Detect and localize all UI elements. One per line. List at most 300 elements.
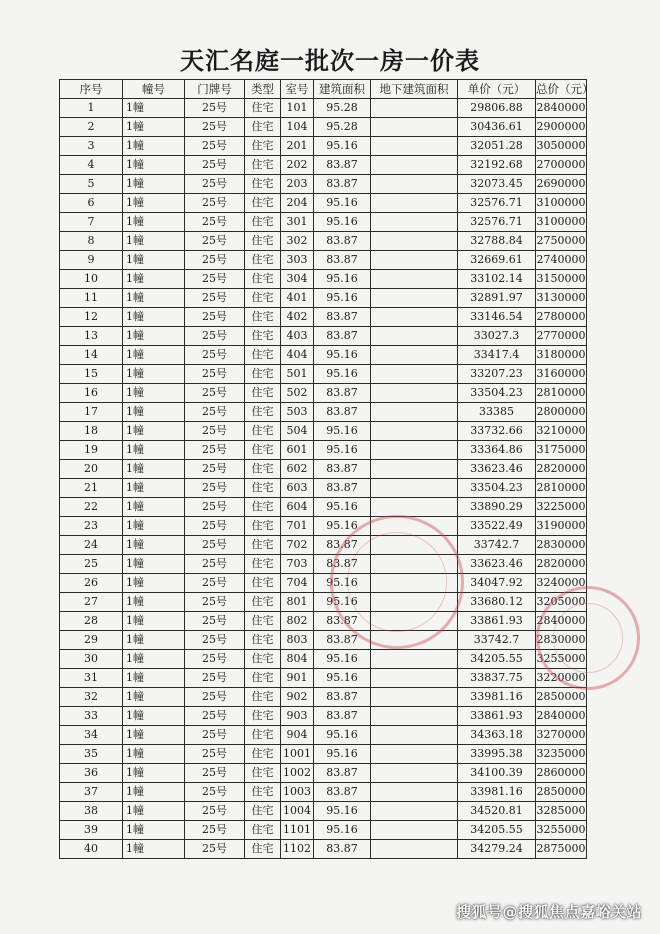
cell-total-price: 2700000	[536, 156, 587, 175]
cell-type: 住宅	[245, 498, 281, 517]
cell-door-number: 25号	[185, 536, 245, 555]
cell-total-price: 2770000	[536, 327, 587, 346]
cell-total-price: 3160000	[536, 365, 587, 384]
cell-room: 604	[281, 498, 314, 517]
cell-underground-area	[371, 270, 458, 289]
cell-door-number: 25号	[185, 384, 245, 403]
table-row	[60, 802, 587, 821]
cell-unit-price: 33146.54	[458, 308, 536, 327]
cell-area: 95.16	[314, 669, 371, 688]
cell-type: 住宅	[245, 441, 281, 460]
cell-building: 1幢	[123, 821, 185, 840]
table-row	[60, 783, 587, 802]
table-row	[60, 194, 587, 213]
cell-building: 1幢	[123, 213, 185, 232]
table-row	[60, 479, 587, 498]
cell-door-number: 25号	[185, 840, 245, 859]
cell-seq: 24	[60, 536, 123, 555]
cell-room: 204	[281, 194, 314, 213]
cell-underground-area	[371, 802, 458, 821]
cell-door-number: 25号	[185, 365, 245, 384]
cell-underground-area	[371, 346, 458, 365]
cell-unit-price: 33623.46	[458, 555, 536, 574]
cell-type: 住宅	[245, 783, 281, 802]
cell-building: 1幢	[123, 441, 185, 460]
cell-underground-area	[371, 118, 458, 137]
table-row	[60, 213, 587, 232]
cell-seq: 21	[60, 479, 123, 498]
cell-seq: 29	[60, 631, 123, 650]
cell-area: 83.87	[314, 783, 371, 802]
cell-door-number: 25号	[185, 175, 245, 194]
table-row	[60, 137, 587, 156]
cell-underground-area	[371, 156, 458, 175]
cell-room: 603	[281, 479, 314, 498]
cell-seq: 16	[60, 384, 123, 403]
cell-room: 402	[281, 308, 314, 327]
cell-door-number: 25号	[185, 99, 245, 118]
table-row	[60, 365, 587, 384]
cell-area: 83.87	[314, 384, 371, 403]
cell-underground-area	[371, 403, 458, 422]
cell-type: 住宅	[245, 289, 281, 308]
cell-door-number: 25号	[185, 821, 245, 840]
cell-building: 1幢	[123, 460, 185, 479]
cell-room: 804	[281, 650, 314, 669]
cell-room: 301	[281, 213, 314, 232]
cell-type: 住宅	[245, 574, 281, 593]
cell-type: 住宅	[245, 194, 281, 213]
cell-type: 住宅	[245, 403, 281, 422]
cell-door-number: 25号	[185, 251, 245, 270]
cell-total-price: 2900000	[536, 118, 587, 137]
cell-seq: 36	[60, 764, 123, 783]
cell-area: 95.16	[314, 498, 371, 517]
cell-type: 住宅	[245, 422, 281, 441]
cell-door-number: 25号	[185, 422, 245, 441]
cell-underground-area	[371, 137, 458, 156]
cell-room: 401	[281, 289, 314, 308]
cell-total-price: 2840000	[536, 707, 587, 726]
cell-building: 1幢	[123, 422, 185, 441]
cell-unit-price: 33102.14	[458, 270, 536, 289]
cell-room: 302	[281, 232, 314, 251]
cell-total-price: 3240000	[536, 574, 587, 593]
cell-total-price: 2820000	[536, 460, 587, 479]
table-row	[60, 688, 587, 707]
cell-area: 95.16	[314, 270, 371, 289]
cell-type: 住宅	[245, 365, 281, 384]
cell-door-number: 25号	[185, 403, 245, 422]
cell-total-price: 2810000	[536, 479, 587, 498]
cell-underground-area	[371, 479, 458, 498]
cell-seq: 32	[60, 688, 123, 707]
cell-area: 83.87	[314, 840, 371, 859]
cell-unit-price: 34363.18	[458, 726, 536, 745]
cell-unit-price: 33861.93	[458, 612, 536, 631]
cell-type: 住宅	[245, 99, 281, 118]
cell-type: 住宅	[245, 536, 281, 555]
cell-door-number: 25号	[185, 650, 245, 669]
cell-type: 住宅	[245, 137, 281, 156]
cell-building: 1幢	[123, 517, 185, 536]
table-row	[60, 308, 587, 327]
cell-door-number: 25号	[185, 137, 245, 156]
table-row	[60, 270, 587, 289]
cell-door-number: 25号	[185, 745, 245, 764]
cell-seq: 19	[60, 441, 123, 460]
cell-door-number: 25号	[185, 441, 245, 460]
cell-unit-price: 33504.23	[458, 479, 536, 498]
cell-type: 住宅	[245, 707, 281, 726]
cell-room: 404	[281, 346, 314, 365]
cell-area: 83.87	[314, 156, 371, 175]
cell-underground-area	[371, 99, 458, 118]
table-row	[60, 574, 587, 593]
cell-door-number: 25号	[185, 479, 245, 498]
table-row	[60, 707, 587, 726]
cell-door-number: 25号	[185, 802, 245, 821]
cell-unit-price: 32669.61	[458, 251, 536, 270]
cell-building: 1幢	[123, 726, 185, 745]
cell-building: 1幢	[123, 365, 185, 384]
cell-unit-price: 32788.84	[458, 232, 536, 251]
cell-door-number: 25号	[185, 327, 245, 346]
cell-underground-area	[371, 688, 458, 707]
cell-unit-price: 33207.23	[458, 365, 536, 384]
cell-door-number: 25号	[185, 289, 245, 308]
cell-room: 903	[281, 707, 314, 726]
cell-total-price: 2830000	[536, 631, 587, 650]
cell-building: 1幢	[123, 327, 185, 346]
table-row	[60, 745, 587, 764]
cell-seq: 37	[60, 783, 123, 802]
cell-underground-area	[371, 365, 458, 384]
cell-underground-area	[371, 821, 458, 840]
cell-area: 83.87	[314, 688, 371, 707]
cell-door-number: 25号	[185, 669, 245, 688]
cell-unit-price: 32891.97	[458, 289, 536, 308]
cell-underground-area	[371, 175, 458, 194]
table-row	[60, 403, 587, 422]
cell-seq: 25	[60, 555, 123, 574]
cell-building: 1幢	[123, 802, 185, 821]
cell-type: 住宅	[245, 156, 281, 175]
cell-room: 802	[281, 612, 314, 631]
cell-total-price: 2780000	[536, 308, 587, 327]
cell-total-price: 3175000	[536, 441, 587, 460]
cell-building: 1幢	[123, 688, 185, 707]
cell-unit-price: 33027.3	[458, 327, 536, 346]
cell-area: 83.87	[314, 555, 371, 574]
cell-area: 95.28	[314, 99, 371, 118]
cell-total-price: 2740000	[536, 251, 587, 270]
cell-area: 95.16	[314, 802, 371, 821]
cell-room: 502	[281, 384, 314, 403]
cell-room: 203	[281, 175, 314, 194]
cell-room: 704	[281, 574, 314, 593]
cell-area: 83.87	[314, 251, 371, 270]
cell-total-price: 3220000	[536, 669, 587, 688]
cell-seq: 5	[60, 175, 123, 194]
cell-room: 501	[281, 365, 314, 384]
cell-underground-area	[371, 498, 458, 517]
cell-total-price: 3100000	[536, 213, 587, 232]
cell-building: 1幢	[123, 308, 185, 327]
cell-seq: 1	[60, 99, 123, 118]
cell-unit-price: 33995.38	[458, 745, 536, 764]
cell-area: 83.87	[314, 403, 371, 422]
cell-total-price: 2690000	[536, 175, 587, 194]
cell-area: 95.16	[314, 574, 371, 593]
cell-type: 住宅	[245, 821, 281, 840]
cell-door-number: 25号	[185, 460, 245, 479]
cell-type: 住宅	[245, 384, 281, 403]
cell-unit-price: 33623.46	[458, 460, 536, 479]
cell-type: 住宅	[245, 555, 281, 574]
cell-seq: 9	[60, 251, 123, 270]
cell-room: 701	[281, 517, 314, 536]
cell-room: 104	[281, 118, 314, 137]
cell-type: 住宅	[245, 650, 281, 669]
cell-room: 101	[281, 99, 314, 118]
cell-seq: 15	[60, 365, 123, 384]
cell-area: 95.16	[314, 289, 371, 308]
cell-area: 95.16	[314, 137, 371, 156]
cell-room: 503	[281, 403, 314, 422]
cell-building: 1幢	[123, 593, 185, 612]
cell-unit-price: 34205.55	[458, 821, 536, 840]
cell-unit-price: 34520.81	[458, 802, 536, 821]
cell-total-price: 3270000	[536, 726, 587, 745]
cell-door-number: 25号	[185, 783, 245, 802]
table-row	[60, 612, 587, 631]
table-row	[60, 498, 587, 517]
cell-underground-area	[371, 612, 458, 631]
watermark-text: 搜狐号@搜狐焦点嘉峪关站	[455, 903, 642, 921]
cell-room: 702	[281, 536, 314, 555]
cell-underground-area	[371, 650, 458, 669]
cell-building: 1幢	[123, 745, 185, 764]
cell-underground-area	[371, 669, 458, 688]
cell-seq: 7	[60, 213, 123, 232]
cell-underground-area	[371, 631, 458, 650]
table-row	[60, 517, 587, 536]
cell-total-price: 2850000	[536, 688, 587, 707]
cell-type: 住宅	[245, 251, 281, 270]
header-building: 幢号	[123, 80, 185, 99]
cell-seq: 3	[60, 137, 123, 156]
cell-type: 住宅	[245, 593, 281, 612]
cell-room: 801	[281, 593, 314, 612]
cell-underground-area	[371, 289, 458, 308]
cell-building: 1幢	[123, 289, 185, 308]
cell-total-price: 2840000	[536, 99, 587, 118]
cell-total-price: 2820000	[536, 555, 587, 574]
cell-building: 1幢	[123, 232, 185, 251]
cell-total-price: 3050000	[536, 137, 587, 156]
cell-door-number: 25号	[185, 308, 245, 327]
cell-area: 83.87	[314, 308, 371, 327]
cell-building: 1幢	[123, 384, 185, 403]
cell-door-number: 25号	[185, 593, 245, 612]
cell-room: 202	[281, 156, 314, 175]
header-room: 室号	[281, 80, 314, 99]
cell-unit-price: 33742.7	[458, 631, 536, 650]
cell-area: 95.16	[314, 365, 371, 384]
cell-door-number: 25号	[185, 194, 245, 213]
cell-underground-area	[371, 251, 458, 270]
cell-door-number: 25号	[185, 156, 245, 175]
cell-type: 住宅	[245, 213, 281, 232]
cell-type: 住宅	[245, 745, 281, 764]
cell-building: 1幢	[123, 118, 185, 137]
cell-unit-price: 33364.86	[458, 441, 536, 460]
cell-room: 601	[281, 441, 314, 460]
cell-underground-area	[371, 194, 458, 213]
table-row	[60, 821, 587, 840]
cell-seq: 17	[60, 403, 123, 422]
cell-type: 住宅	[245, 517, 281, 536]
page-title: 天汇名庭一批次一房一价表	[180, 46, 480, 75]
cell-underground-area	[371, 764, 458, 783]
cell-seq: 6	[60, 194, 123, 213]
cell-unit-price: 33861.93	[458, 707, 536, 726]
cell-door-number: 25号	[185, 555, 245, 574]
cell-underground-area	[371, 384, 458, 403]
cell-area: 95.16	[314, 517, 371, 536]
header-seq: 序号	[60, 80, 123, 99]
table-header-row	[60, 80, 587, 99]
table-row	[60, 840, 587, 859]
cell-underground-area	[371, 232, 458, 251]
cell-door-number: 25号	[185, 517, 245, 536]
cell-seq: 2	[60, 118, 123, 137]
table-row	[60, 593, 587, 612]
cell-room: 803	[281, 631, 314, 650]
cell-building: 1幢	[123, 574, 185, 593]
table-row	[60, 232, 587, 251]
table-row	[60, 726, 587, 745]
cell-room: 901	[281, 669, 314, 688]
cell-seq: 30	[60, 650, 123, 669]
cell-seq: 4	[60, 156, 123, 175]
cell-type: 住宅	[245, 726, 281, 745]
cell-area: 83.87	[314, 175, 371, 194]
table-row	[60, 441, 587, 460]
cell-total-price: 3285000	[536, 802, 587, 821]
cell-seq: 18	[60, 422, 123, 441]
cell-type: 住宅	[245, 840, 281, 859]
cell-building: 1幢	[123, 346, 185, 365]
cell-total-price: 3150000	[536, 270, 587, 289]
cell-underground-area	[371, 726, 458, 745]
table-row	[60, 669, 587, 688]
cell-seq: 40	[60, 840, 123, 859]
cell-seq: 23	[60, 517, 123, 536]
cell-door-number: 25号	[185, 574, 245, 593]
cell-underground-area	[371, 441, 458, 460]
cell-building: 1幢	[123, 194, 185, 213]
cell-seq: 31	[60, 669, 123, 688]
cell-total-price: 3180000	[536, 346, 587, 365]
cell-underground-area	[371, 213, 458, 232]
cell-unit-price: 33742.7	[458, 536, 536, 555]
cell-door-number: 25号	[185, 118, 245, 137]
cell-area: 95.16	[314, 422, 371, 441]
table-row	[60, 536, 587, 555]
cell-unit-price: 30436.61	[458, 118, 536, 137]
cell-unit-price: 33732.66	[458, 422, 536, 441]
cell-unit-price: 34205.55	[458, 650, 536, 669]
header-area: 建筑面积	[314, 80, 371, 99]
cell-total-price: 2875000	[536, 840, 587, 859]
cell-building: 1幢	[123, 270, 185, 289]
cell-seq: 13	[60, 327, 123, 346]
cell-door-number: 25号	[185, 498, 245, 517]
cell-type: 住宅	[245, 688, 281, 707]
cell-room: 703	[281, 555, 314, 574]
table-row	[60, 289, 587, 308]
table-row	[60, 422, 587, 441]
cell-underground-area	[371, 327, 458, 346]
header-type: 类型	[245, 80, 281, 99]
cell-unit-price: 32576.71	[458, 213, 536, 232]
cell-total-price: 3130000	[536, 289, 587, 308]
cell-area: 95.16	[314, 745, 371, 764]
table-row	[60, 346, 587, 365]
cell-underground-area	[371, 745, 458, 764]
cell-door-number: 25号	[185, 631, 245, 650]
table-row	[60, 251, 587, 270]
cell-room: 201	[281, 137, 314, 156]
cell-door-number: 25号	[185, 726, 245, 745]
cell-door-number: 25号	[185, 707, 245, 726]
cell-building: 1幢	[123, 536, 185, 555]
cell-area: 95.16	[314, 213, 371, 232]
cell-type: 住宅	[245, 118, 281, 137]
cell-seq: 38	[60, 802, 123, 821]
cell-area: 83.87	[314, 631, 371, 650]
cell-unit-price: 34047.92	[458, 574, 536, 593]
cell-unit-price: 33680.12	[458, 593, 536, 612]
cell-area: 95.28	[314, 118, 371, 137]
cell-unit-price: 33981.16	[458, 783, 536, 802]
cell-building: 1幢	[123, 137, 185, 156]
cell-total-price: 3235000	[536, 745, 587, 764]
table-row	[60, 631, 587, 650]
cell-building: 1幢	[123, 555, 185, 574]
header-door-number: 门牌号	[185, 80, 245, 99]
cell-room: 403	[281, 327, 314, 346]
cell-door-number: 25号	[185, 270, 245, 289]
cell-room: 1004	[281, 802, 314, 821]
cell-area: 83.87	[314, 536, 371, 555]
cell-seq: 20	[60, 460, 123, 479]
cell-unit-price: 32073.45	[458, 175, 536, 194]
cell-building: 1幢	[123, 764, 185, 783]
cell-seq: 8	[60, 232, 123, 251]
cell-total-price: 2800000	[536, 403, 587, 422]
cell-building: 1幢	[123, 99, 185, 118]
cell-building: 1幢	[123, 707, 185, 726]
cell-unit-price: 33522.49	[458, 517, 536, 536]
cell-door-number: 25号	[185, 612, 245, 631]
cell-total-price: 2750000	[536, 232, 587, 251]
header-underground-area: 地下建筑面积	[371, 80, 458, 99]
cell-building: 1幢	[123, 156, 185, 175]
cell-unit-price: 33837.75	[458, 669, 536, 688]
